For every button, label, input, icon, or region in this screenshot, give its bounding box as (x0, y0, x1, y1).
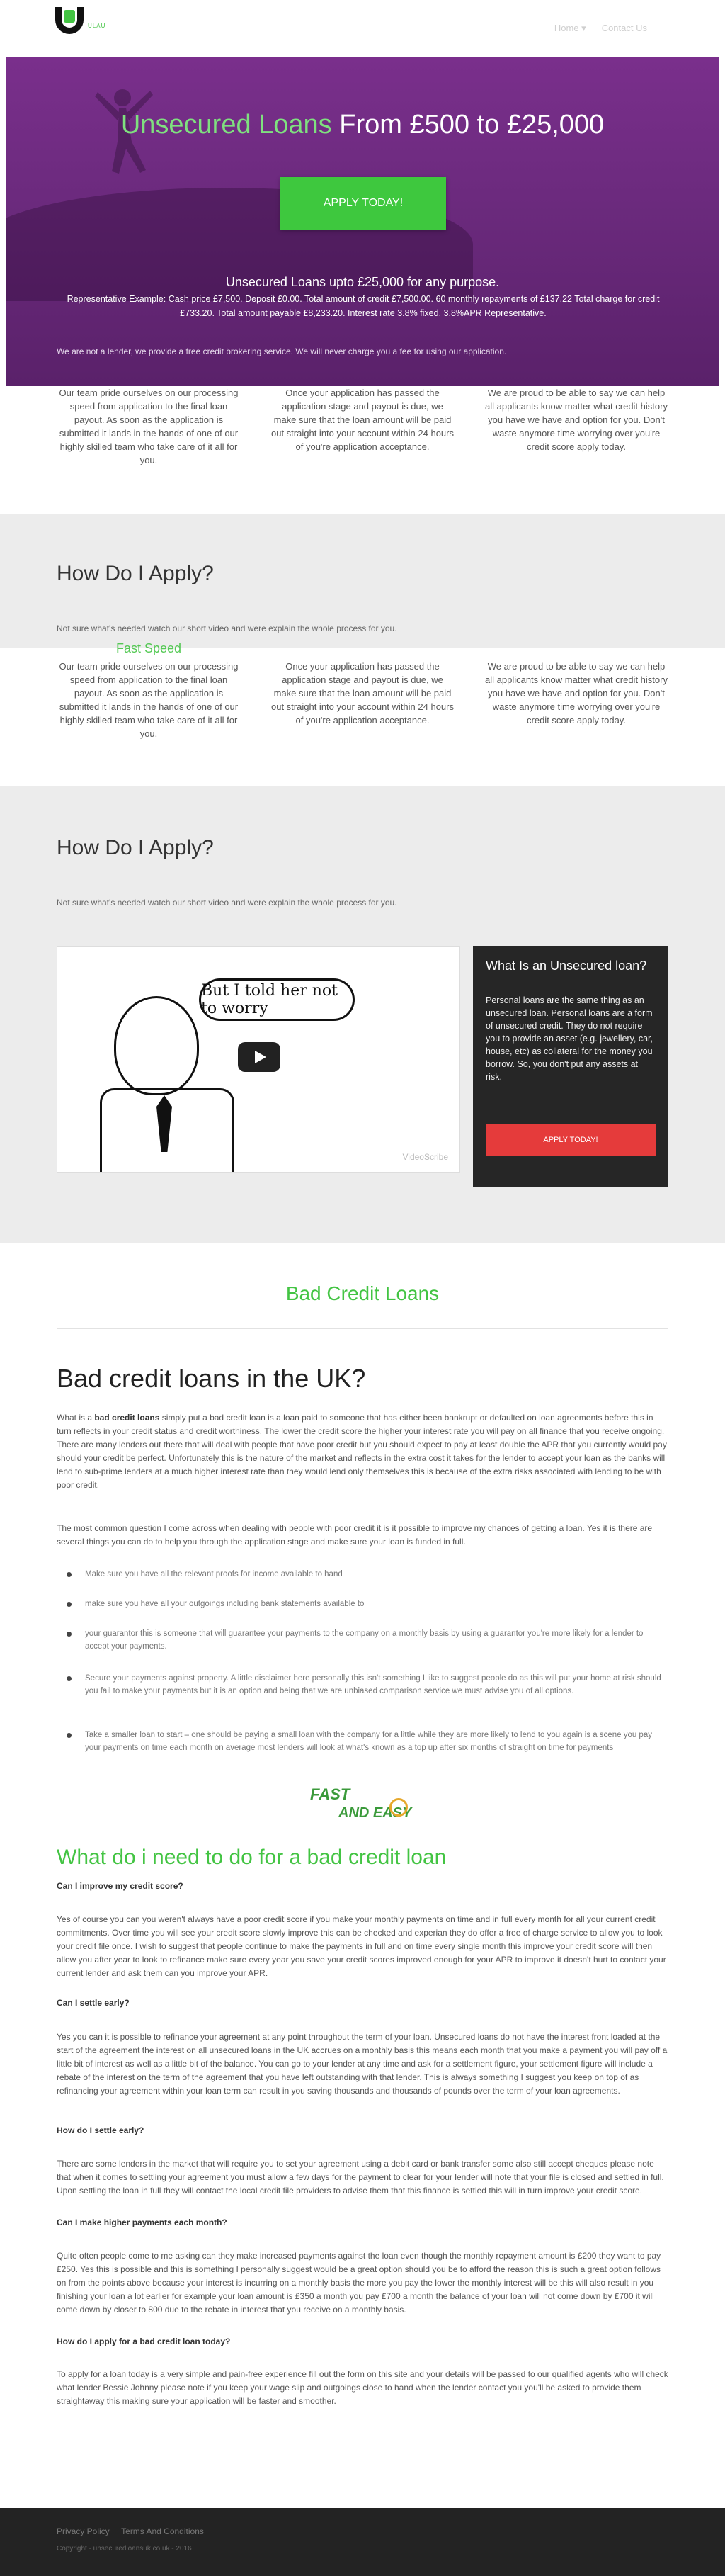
info-card-title: What Is an Unsecured loan? (486, 959, 647, 973)
faq-answer: There are some lenders in the market that will require you to set your agreement using a debit card or bank transfer some also still accept cheques please note that when it comes to settling your agreement you must allow a few days for the payment to clear for your lender will note that your file is closed and settled in full. Upon settling the loan in full they will contact the local credit file providers to advise them that this finance is settled this will in turn improve your credit score. (57, 2159, 664, 2196)
logo-text: ULAU (88, 23, 106, 29)
hero-title-highlight: Unsecured Loans (120, 110, 332, 140)
faq-question: Can I settle early? (57, 1998, 130, 2008)
feature-speed-text: Our team pride ourselves on our processing speed from application to the final loan payout. As soon as the application is submitted it lands in the hands of one of our highly skilled team who take care of it all for you. (59, 661, 239, 739)
intro-keyword: bad credit loans (94, 1413, 160, 1423)
representative-example: Representative Example: Cash price £7,500. Deposit £0.00. Total amount of credit £7,500.00. 60 monthly repayments of £137.22 Total charge for credit £733.20. Total amount payable £8,233.20. Interest rate 3.8% fixed. 3.8%APR Representative. (67, 294, 660, 318)
footer-links (57, 2526, 204, 2536)
broker-disclaimer: We are not a lender, we provide a free credit brokering service. We will never charge you a fee for using our application. (57, 346, 507, 356)
info-card-apply-button[interactable]: APPLY TODAY! (486, 1124, 656, 1156)
tip-list-item: Secure your payments against property. A little disclaimer here personally this isn't something I like to suggest people do as this will put your home at risk should you fail to make your payments but it is an option and being that we are unbiased comparison service we must advise you of all options. (85, 1672, 666, 1697)
hero-title (6, 110, 719, 140)
site-footer (0, 2508, 725, 2576)
faq-heading: What do i need to do for a bad credit loan (57, 1846, 447, 1869)
video-watermark: VideoScribe (402, 1152, 448, 1162)
faq-question: How do I settle early? (57, 2125, 144, 2135)
unsecured-info-card (473, 946, 668, 1187)
how-apply-text: Not sure what's needed watch our short video and were explain the whole process for you. (57, 623, 397, 633)
footer-privacy-link[interactable]: Privacy Policy (57, 2526, 110, 2536)
hero-banner (6, 57, 719, 386)
site-header (0, 0, 725, 57)
feature-credit-text: We are proud to be able to say we can help all applicants know matter what credit history you have we have and option for you. Don't waste anymore time worrying over you're credit score apply today. (485, 388, 668, 452)
hero-subtitle: Unsecured Loans upto £25,000 for any purpose. (225, 275, 500, 289)
play-icon[interactable] (238, 1042, 280, 1072)
bad-credit-question-text: The most common question I come across when dealing with people with poor credit it is it possible to improve my chances of getting a loan. Yes it is there are several things you can do to help you through the application stage and make sure your loan is funded in full. (57, 1523, 653, 1547)
intro-lead: What is a (57, 1413, 95, 1423)
feature-payout-text: Once your application has passed the application stage and payout is due, we make sure that the loan amount will be paid out straight into your account within 24 hours of you're application acceptance. (271, 388, 454, 452)
tip-list-item: Make sure you have all the relevant proofs for income available to hand (85, 1568, 666, 1581)
hero-apply-button[interactable]: APPLY TODAY! (280, 177, 446, 230)
bad-credit-section-title: Bad Credit Loans (285, 1282, 440, 1304)
tip-list-item: Take a smaller loan to start – one should be paying a small loan with the company for a little while they are more likely to lend to you again is a scene you pay your payments on time each month on average most lenders will look at what's known as a top up after six months of straight on time for payments (85, 1729, 666, 1754)
explainer-video[interactable] (57, 946, 460, 1173)
footer-copyright: Copyright - unsecuredloansuk.co.uk - 2016 (57, 2545, 192, 2553)
faq-question: Can I make higher payments each month? (57, 2218, 227, 2227)
nav-home[interactable]: Home ▾ (554, 23, 586, 33)
how-apply-title: How Do I Apply? (57, 836, 214, 859)
bad-credit-intro (57, 1411, 668, 1492)
jumping-person-silhouette (91, 85, 154, 205)
fast-easy-text-2: AND EASY (338, 1805, 412, 1821)
how-apply-title: How Do I Apply? (57, 562, 214, 585)
logo-green-bar (64, 10, 75, 23)
tip-list-item: make sure you have all your outgoings including bank statements available to (85, 1598, 666, 1610)
clock-icon (389, 1798, 408, 1817)
faq-answer: Yes you can it is possible to refinance your agreement at any point throughout the term of your loan. Unsecured loans do not have the interest front loaded at the start of the agreement the interest on all unsecured loans in the UK accrues on a monthly basis this means each month that you make a payment you will pay off a little bit of interest as well as a little bit of the balance. You can go to your lender at any time and ask for a settlement figure, your settlement figure will include a rebate of the interest on the term of the agreement that you have left outstanding with that lender. This is always something I suggest you keep on top of as refinancing your agreement within your loan term can result in you saving thousands and thousands of pounds over the term of your loan agreements. (57, 2032, 668, 2096)
info-card-text: Personal loans are the same thing as an unsecured loan. Personal loans are a form of unsecured credit. They do not require you to provide an asset (e.g. jewellery, car, house, etc) as collateral for the money you borrow. So, you don't put any assets at risk. (486, 995, 653, 1082)
feature-credit-text: We are proud to be able to say we can help all applicants know matter what credit history you have we have and option for you. Don't waste anymore time worrying over you're credit score apply today. (485, 661, 668, 725)
faq-answer: Quite often people come to me asking can they make increased payments against the loan even though the monthly repayment amount is £200 they want to pay £250. Yes this is possible and this is something I personally suggest would be a great option should you be to afford the reason this is such a great option follows on from the points above because your interest is incurring on a monthly basis the more you pay the lower the monthly interest will be this will also result in you finishing your loan a lot earlier for example your loan amount is £350 a month you pay £700 a month the balance of your loan will not come down by £700 it will come down by closer to 800 due to the rebate in interest that you receive on a monthly basis. (57, 2251, 661, 2315)
cartoon-man-head (114, 996, 199, 1095)
footer-terms-link[interactable]: Terms And Conditions (121, 2526, 204, 2536)
how-apply-section-1 (0, 514, 725, 648)
fast-and-easy-logo (306, 1785, 419, 1828)
how-apply-text: Not sure what's needed watch our short video and were explain the whole process for you. (57, 898, 397, 908)
faq-question: How do I apply for a bad credit loan today? (57, 2337, 231, 2346)
feature-fast-title: Fast Speed (115, 641, 182, 655)
section-divider (57, 1328, 668, 1329)
bad-credit-heading: Bad credit loans in the UK? (57, 1364, 366, 1393)
hero-title-range: From £500 to £25,000 (331, 110, 605, 140)
faq-answer: Yes of course you can you weren't always have a poor credit score if you make your monthly payments on time and in full every month for all your current credit commitments. Over time you will see your credit score slowly improve this can be checked and experian they do offer a free of charge service to allow you to look your credit file once. I wish to suggest that people continue to make the payments in full and on time every single month this improve your credit score will then allow you after year to look to refinance make sure every year you save your credit scores improved enough for your APR to improve it doesn't hurt to contact your current lender and ask them can you improve your APR. (57, 1914, 666, 1978)
faq-question: Can I improve my credit score? (57, 1881, 183, 1891)
site-logo[interactable] (55, 7, 119, 38)
faq-answer: To apply for a loan today is a very simple and pain-free experience fill out the form on this site and your details will be passed to our qualified agents who will check what lender Bessie Johnny please note if you keep your wage slip and outgoings close to hand when the lender contact you you'll be asked to provide them straightaway this making sure your application will be faster and smoother. (57, 2369, 668, 2406)
intro-body: simply put a bad credit loan is a loan paid to someone that has either been bankrupt or defaulted on loan agreements before this in turn reflects in your credit status and credit worthiness. The lower the credit score the higher your interest rate you will pay on all finance that you receive ongoing. There are many lenders out there that will deal with people that have poor credit but you should expect to pay at least double the APR that you currently would pay should your credit be perfect. Unfortunately this is the nature of the market and reflects in the extra cost it takes for the lender to accept your loan as the banks will lend to sub-prime lenders at a much higher interest rate than they would lend only themselves this is because of the extra risks associated with lending to be with poor credit. (57, 1413, 667, 1490)
feature-columns-1 (0, 386, 725, 465)
feature-payout-text: Once your application has passed the application stage and payout is due, we make sure that the loan amount will be paid out straight into your account within 24 hours of you're application acceptance. (271, 661, 454, 725)
feature-speed-text: Our team pride ourselves on our processing speed from application to the final loan payout. As soon as the application is submitted it lands in the hands of one of our highly skilled team who take care of it all for you. (59, 388, 239, 465)
tip-list-item: your guarantor this is someone that will guarantee your payments to the company on a monthly basis by using a guarantor you're more likely for a lender to accept your payments. (85, 1627, 666, 1653)
nav-contact[interactable]: Contact Us (601, 23, 647, 33)
feature-columns-2 (0, 641, 725, 786)
speech-bubble: But I told her not to worry (199, 978, 355, 1021)
fast-easy-text-1: FAST (310, 1785, 350, 1803)
main-nav (554, 23, 647, 34)
